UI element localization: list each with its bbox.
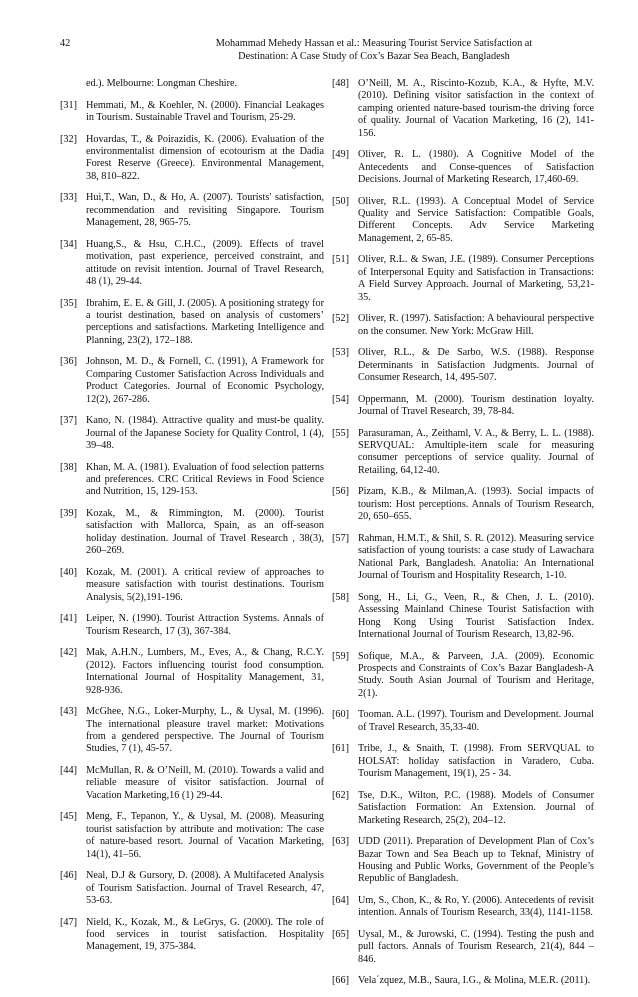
reference-number: [65]: [332, 928, 349, 940]
running-title-line-1: Mohammad Mehedy Hassan et al.: Measuring Tourist Service Satisfaction at: [215, 38, 533, 49]
page-number: 42: [60, 38, 71, 49]
reference-number: [61]: [332, 743, 349, 755]
reference-number: [64]: [332, 894, 349, 906]
reference-number: [37]: [60, 415, 77, 427]
reference-number: [42]: [60, 647, 77, 659]
reference-number: [58]: [332, 591, 349, 603]
reference-item: [60, 706, 324, 756]
reference-number: [40]: [60, 566, 77, 578]
reference-item: [60, 415, 324, 452]
reference-item: [60, 462, 324, 499]
reference-item: [332, 592, 594, 642]
reference-item: [332, 895, 594, 920]
reference-text: Ibrahim, E. E. & Gill, J. (2005). A positioning strategy for a tourist destination, based on analysis of customers’ perceptions and satisfactions. Marketing Intelligence and Planning, 23(2), 172–188.: [86, 297, 324, 346]
reference-number: [62]: [332, 789, 349, 801]
reference-number: [50]: [332, 195, 349, 207]
reference-item: [60, 765, 324, 802]
reference-text: Vela´zquez, M.B., Saura, I.G., & Molina, M.E.R. (2011).: [358, 975, 591, 987]
reference-text: Tooman. A.L. (1997). Tourism and Development. Journal of Travel Research, 35,33-40.: [358, 709, 594, 733]
references-right-column: [332, 78, 594, 997]
reference-item: [332, 486, 594, 523]
reference-text: Um, S., Chon, K., & Ro, Y. (2006). Antecedents of revisit intention. Annals of Tourism Research, 33(4), 1141-1158.: [358, 894, 594, 919]
reference-text: Rahman, H.M.T., & Shil, S. R. (2012). Measuring service satisfaction of young tourists: a case study of Lawachara National Park, Bangladesh. Anatolia: An International Journal of Tourism and Hospitality Research, 1-10.: [358, 532, 594, 582]
reference-item: [60, 298, 324, 348]
reference-text: Oliver, R. L. (1980). A Cognitive Model of the Antecedents and Conse-quences of Satisfaction Decisions. Journal of Marketing Research, 17,460-69.: [358, 149, 594, 186]
reference-text: Johnson, M. D., & Fornell, C. (1991), A Framework for Comparing Customer Satisfaction Across Individuals and Product Categories. Journal of Economic Psychology, 12(2), 267-286.: [86, 356, 324, 405]
reference-text: Neal, D.J & Gursory, D. (2008). A Multifaceted Analysis of Tourism Satisfaction. Journal of Travel Research, 47, 53-63.: [86, 870, 324, 906]
reference-item: [60, 613, 324, 638]
reference-text: McGhee, N.G., Loker-Murphy, L., & Uysal, M. (1996). The international pleasure travel market: Motivations from a gendered perspective. The Journal of Tourism Studies, 7 (1), 45-57.: [86, 706, 324, 755]
reference-item: [332, 836, 594, 886]
reference-number: [47]: [60, 916, 77, 928]
reference-text: Huang,S., & Hsu, C.H.C., (2009). Effects of travel motivation, past experience, perceived constraint, and attitude on revisit intention. Journal of Travel Research, 48 (1), 29-44.: [86, 238, 324, 288]
reference-text: Song, H., Li, G., Veen, R., & Chen, J. L. (2010). Assessing Mainland Chinese Tourist Satisfaction with Hong Kong Using Tourist Satisfaction Index. International Journal of Tourism Research, 13,82-96.: [358, 591, 594, 640]
reference-number: [52]: [332, 313, 349, 325]
reference-number: [38]: [60, 461, 77, 473]
reference-text: Sofique, M.A., & Parveen, J.A. (2009). Economic Prospects and Constraints of Cox’s Bazar Bangladesh-A Study. South Asian Journal of Tourism and Heritage, 2(1).: [358, 650, 594, 699]
reference-number: [43]: [60, 706, 77, 718]
reference-text: McMullan, R. & O’Neill, M. (2010). Towards a valid and reliable measure of visitor satisfaction. Journal of Vacation Marketing,16 (1) 29-44.: [86, 764, 324, 801]
reference-text: Kozak, M., & Rimmington, M. (2000). Tourist satisfaction with Mallorca, Spain, as an off-season holiday destination. Journal of Travel Research , 38(3), 260–269.: [86, 508, 324, 557]
reference-item: [332, 149, 594, 186]
references-left-column: [60, 78, 324, 963]
reference-text: Oliver, R.L., & De Sarbo, W.S. (1988). Response Determinants in Satisfaction Judgments. Journal of Consumer Research, 14, 495-507.: [358, 347, 594, 384]
reference-text: Hovardas, T., & Poirazidis, K. (2006). Evaluation of the environmentalist dimension of ecotourism at the Dadia Forest Reserve (Greece). Environmental Management, 38, 810–822.: [86, 133, 324, 182]
reference-item: [332, 196, 594, 246]
reference-item: [332, 533, 594, 583]
running-title: [160, 37, 588, 63]
reference-item: [332, 929, 594, 966]
reference-item: [332, 78, 594, 140]
reference-text: Nield, K., Kozak, M., & LeGrys, G. (2000). The role of food services in tourist satisfaction. Hospitality Management, 19, 375-384.: [86, 916, 324, 953]
reference-number: [34]: [60, 238, 77, 250]
reference-item: [332, 709, 594, 734]
reference-number: [45]: [60, 811, 77, 823]
reference-text: Leiper, N. (1990). Tourist Attraction Systems. Annals of Tourism Research, 17 (3), 367-384.: [86, 613, 324, 637]
reference-text: ed.). Melbourne: Longman Cheshire.: [86, 78, 238, 89]
reference-text: Oliver, R.L. (1993). A Conceptual Model of Service Quality and Service Satisfaction: Compatible Goals, Different Concepts. Adv Service Marketing Management, 2, 65-85.: [358, 195, 594, 244]
reference-item: [60, 239, 324, 289]
page-header: [60, 37, 588, 67]
reference-item: [332, 254, 594, 304]
reference-text: Pizam, K.B., & Milman,A. (1993). Social impacts of tourism: Host perceptions. Annals of Tourism Research, 20, 650–655.: [358, 486, 594, 523]
reference-number: [54]: [332, 393, 349, 405]
reference-number: [53]: [332, 347, 349, 359]
reference-text: Oliver, R.L. & Swan, J.E. (1989). Consumer Perceptions of Interpersonal Equity and Satisfaction in Transactions: A Field Survey Approach. Journal of Marketing, 53,21-35.: [358, 254, 594, 303]
reference-item: [60, 870, 324, 907]
reference-number: [36]: [60, 356, 77, 368]
reference-number: [59]: [332, 650, 349, 662]
reference-text: Hemmati, M., & Koehler, N. (2000). Financial Leakages in Tourism. Sustainable Travel and Tourism, 25-29.: [86, 99, 324, 123]
reference-text: Kozak, M. (2001). A critical review of approaches to measure satisfaction with tourist destinations. Tourism Analysis, 5(2),191-196.: [86, 566, 324, 603]
reference-text: Tse, D.K., Wilton, P.C. (1988). Models of Consumer Satisfaction Formation: An Extension. Journal of Marketing Research, 25(2), 204–12.: [358, 789, 594, 826]
reference-item: [60, 508, 324, 558]
reference-item: [332, 428, 594, 478]
reference-number: [57]: [332, 532, 349, 544]
reference-item: [332, 790, 594, 827]
reference-text: Uysal, M., & Jurowski, C. (1994). Testing the push and pull factors. Annals of Tourism Research, 21(4), 844 – 846.: [358, 928, 594, 965]
reference-item: [332, 975, 594, 987]
reference-number: [49]: [332, 149, 349, 161]
reference-number: [60]: [332, 709, 349, 721]
reference-number: [33]: [60, 192, 77, 204]
reference-item: [60, 917, 324, 954]
reference-item: [60, 134, 324, 184]
reference-item: [332, 313, 594, 338]
reference-item: [60, 647, 324, 697]
reference-text: O’Neill, M. A., Riscinto-Kozub, K.A., & Hyfte, M.V. (2010). Defining visitor satisfaction in the context of camping oriented nature-based tourism-the driving force of quality. Journal of Vacation Marketing, 16 (2), 141-156.: [358, 78, 594, 139]
reference-text: Kano, N. (1984). Attractive quality and must-be quality. Journal of the Japanese Society for Quality Control, 1 (4), 39–48.: [86, 415, 324, 452]
reference-number: [41]: [60, 613, 77, 625]
reference-item: [332, 651, 594, 701]
reference-number: [32]: [60, 133, 77, 145]
reference-number: [39]: [60, 508, 77, 520]
reference-item: [332, 743, 594, 780]
reference-item: [60, 100, 324, 125]
reference-text: Oppermann, M. (2000). Tourism destination loyalty. Journal of Travel Research, 39, 78-84.: [358, 393, 594, 418]
reference-item: [60, 192, 324, 229]
reference-text: Tribe, J., & Snaith, T. (1998). From SERVQUAL to HOLSAT: holiday satisfaction in Varadero, Cuba. Tourism Management, 19(1), 25 - 34.: [358, 743, 594, 780]
reference-item: [60, 811, 324, 861]
reference-number: [63]: [332, 836, 349, 848]
reference-item: [332, 347, 594, 384]
reference-item: [332, 394, 594, 419]
reference-text: Meng, F., Tepanon, Y., & Uysal, M. (2008). Measuring tourist satisfaction by attribute and motivation: The case of nature-based resort. Journal of Vacation Marketing, 14(1), 41–56.: [86, 811, 324, 860]
reference-text: UDD (2011). Preparation of Development Plan of Cox’s Bazar Town and Sea Beach up to Teknaf, Ministry of Housing and Public Works, Government of the People’s Republic of Bangladesh.: [358, 836, 594, 885]
reference-number: [56]: [332, 486, 349, 498]
reference-item: [60, 78, 324, 90]
reference-number: [35]: [60, 297, 77, 309]
running-title-line-2: Destination: A Case Study of Cox’s Bazar Sea Beach, Bangladesh: [238, 51, 510, 62]
reference-number: [66]: [332, 975, 349, 987]
reference-number: [31]: [60, 99, 77, 111]
reference-text: Parasuraman, A., Zeithaml, V. A., & Berry, L. L. (1988). SERVQUAL: Amultiple-item scale for measuring consumer perceptions of service quality. Journal of Retailing, 64,12-40.: [358, 427, 594, 476]
reference-item: [60, 567, 324, 604]
reference-number: [51]: [332, 254, 349, 266]
reference-text: Oliver, R. (1997). Satisfaction: A behavioural perspective on the consumer. New York: McGraw Hill.: [358, 313, 594, 337]
reference-text: Mak, A.H.N., Lumbers, M., Eves, A., & Chang, R.C.Y. (2012). Factors influencing tourist food consumption. International Journal of Hospitality Management, 31, 928-936.: [86, 647, 324, 696]
reference-text: Khan, M. A. (1981). Evaluation of food selection patterns and preferences. CRC Critical Reviews in Food Science and Nutrition, 15, 129-153.: [86, 461, 324, 498]
reference-number: [46]: [60, 870, 77, 882]
reference-number: [44]: [60, 764, 77, 776]
reference-text: Hui,T., Wan, D., & Ho, A. (2007). Tourists' satisfaction, recommendation and revisiting Singapore. Tourism Management, 28, 965-75.: [86, 192, 324, 229]
reference-number: [48]: [332, 78, 349, 89]
reference-item: [60, 356, 324, 406]
reference-number: [55]: [332, 427, 349, 439]
